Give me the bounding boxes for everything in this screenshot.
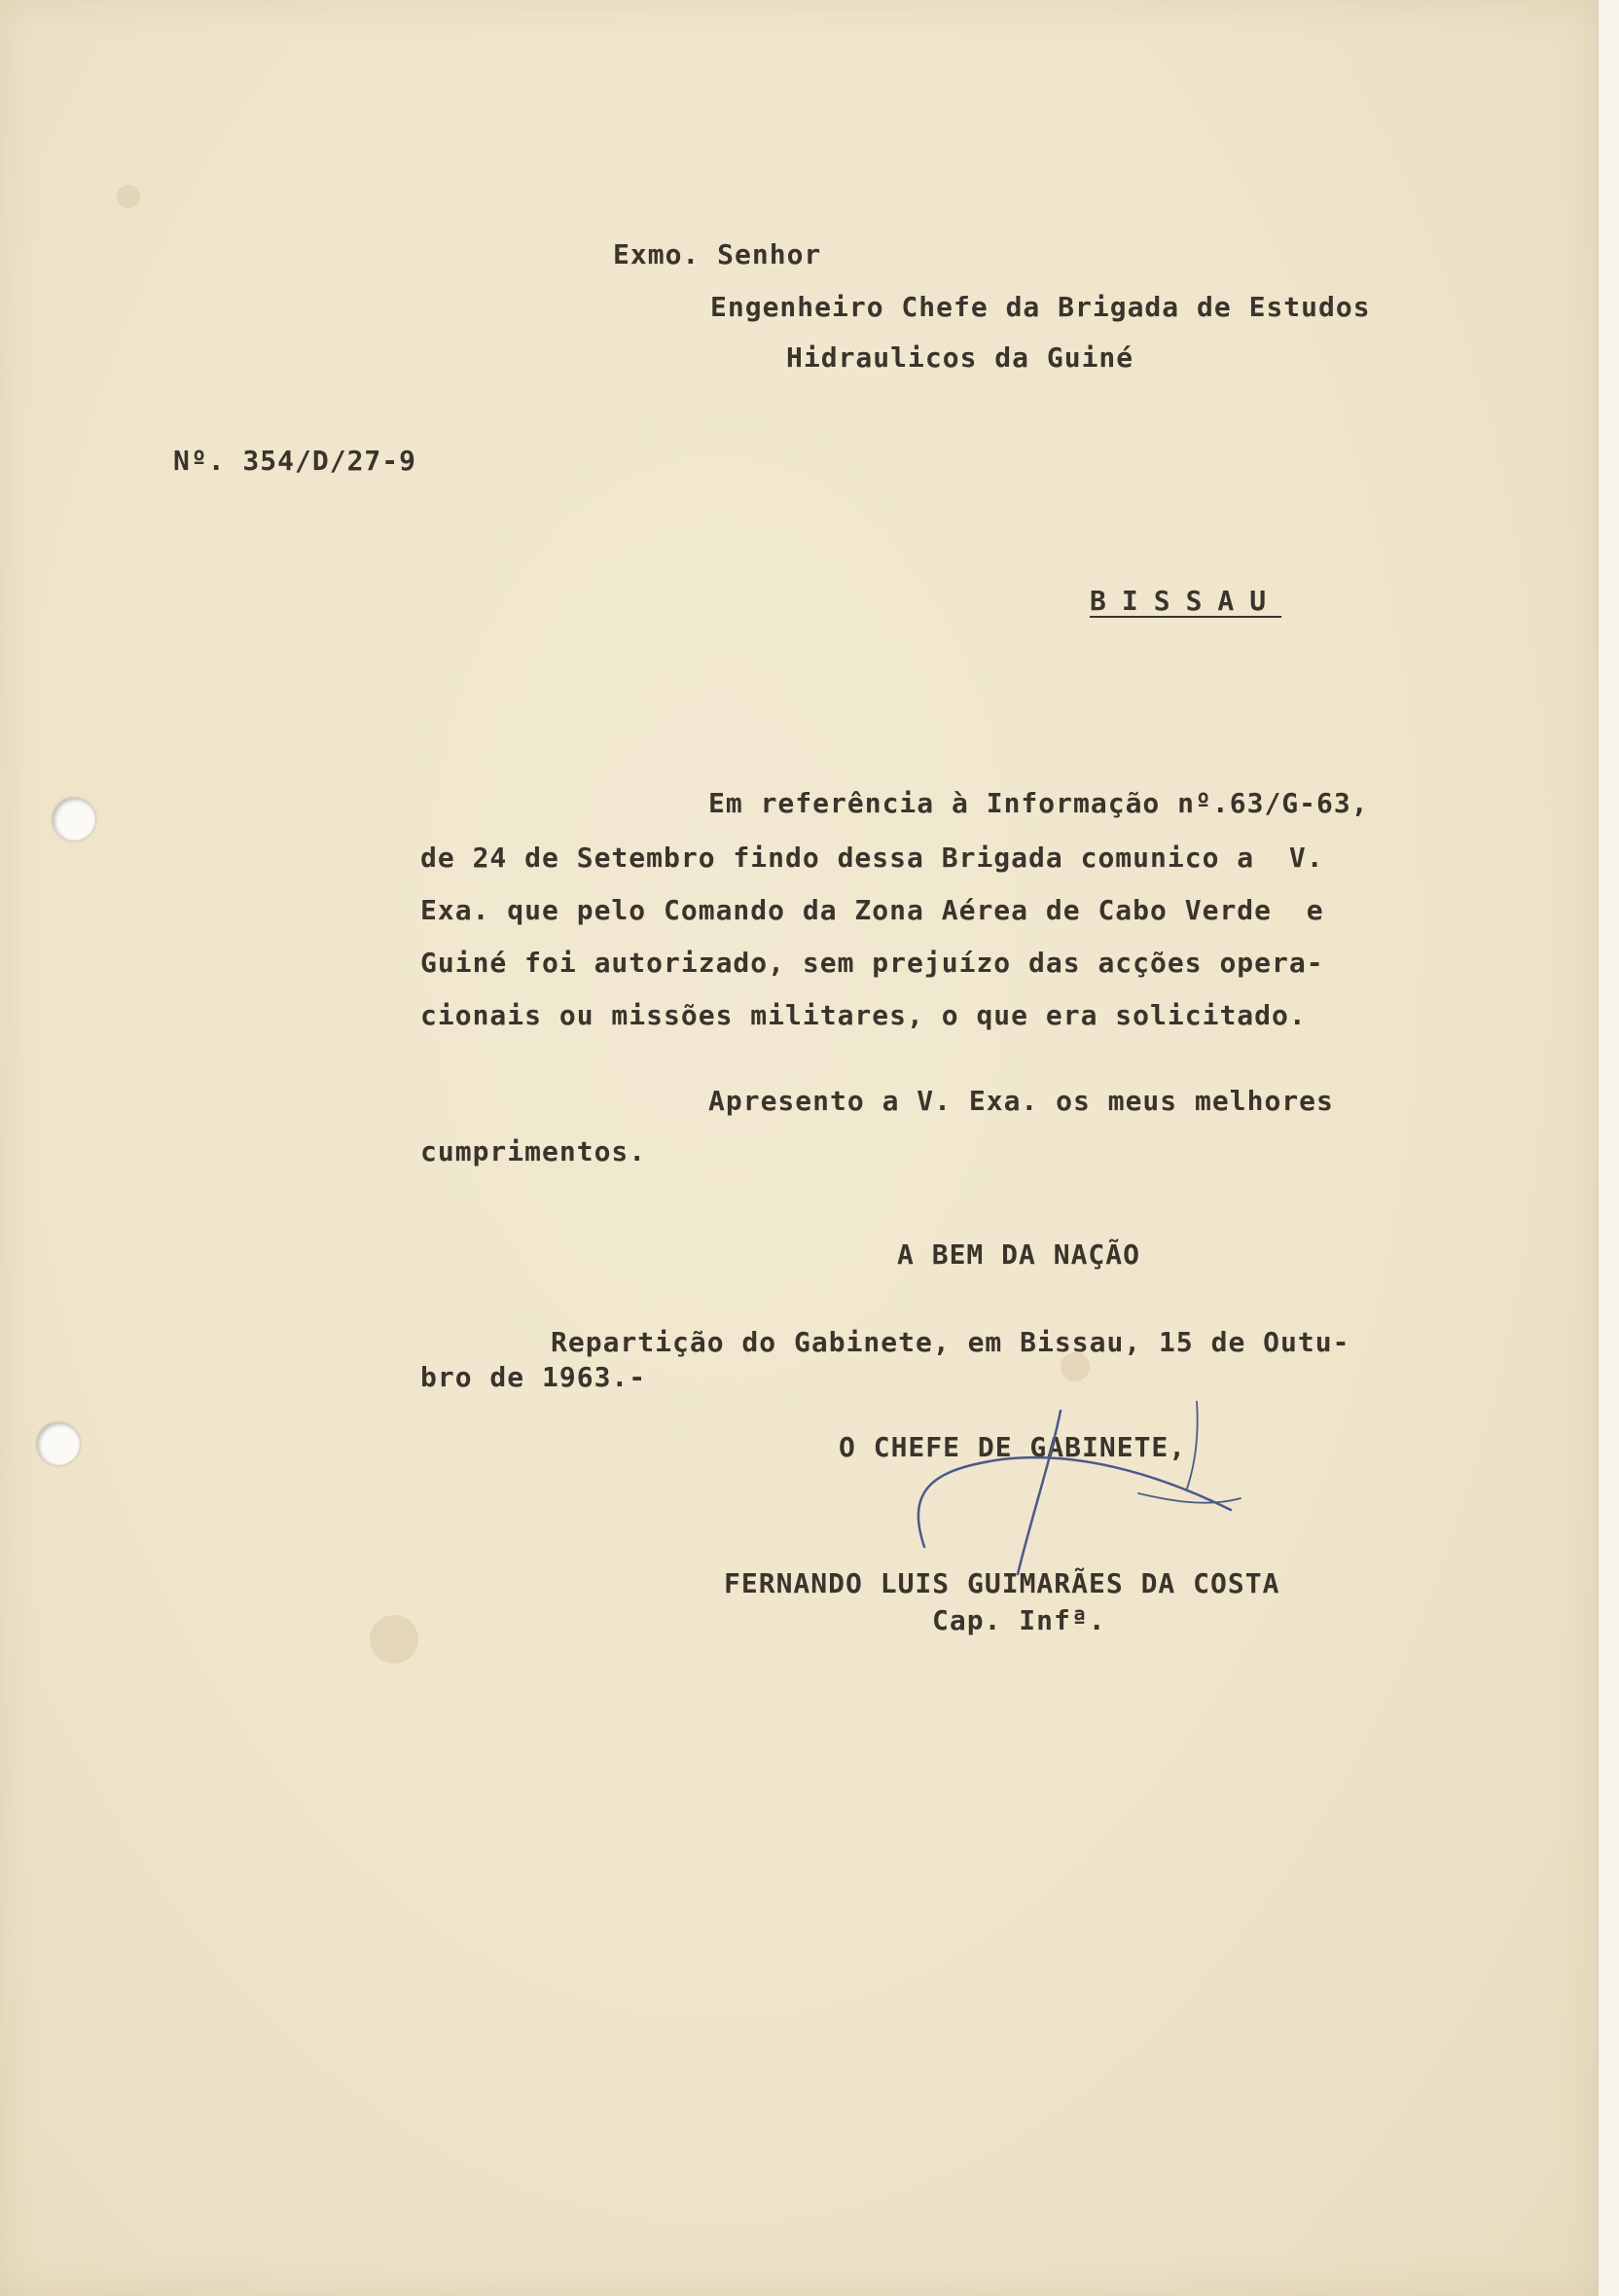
body-line-4: Guiné foi autorizado, sem prejuízo das acções opera- [420, 947, 1324, 979]
paper-stain [117, 185, 140, 208]
addressee-line-2: Hidraulicos da Guiné [786, 341, 1134, 374]
body-line-3: Exa. que pelo Comando da Zona Aérea de Cabo Verde e [420, 894, 1324, 926]
signatory-rank: Cap. Infª. [932, 1604, 1106, 1636]
scan-margin [1598, 0, 1619, 2296]
salutation: Exmo. Senhor [613, 238, 822, 270]
place-date-line-1: Repartição do Gabinete, em Bissau, 15 de Outu- [551, 1326, 1350, 1358]
body-line-2: de 24 de Setembro findo dessa Brigada comunico a V. [420, 842, 1324, 874]
place-date-line-2: bro de 1963.- [420, 1361, 647, 1393]
handwritten-signature [895, 1401, 1245, 1586]
body-line-1: Em referência à Informação nº.63/G-63, [708, 787, 1369, 819]
punch-hole-top [53, 798, 95, 841]
punch-hole-bottom [37, 1422, 80, 1465]
motto: A BEM DA NAÇÃO [897, 1238, 1141, 1271]
signatory-name: FERNANDO LUIS GUIMARÃES DA COSTA [724, 1567, 1280, 1599]
destination-city: BISSAU [1090, 585, 1282, 617]
signatory-title: O CHEFE DE GABINETE, [839, 1431, 1187, 1463]
closing-line-1: Apresento a V. Exa. os meus melhores [708, 1085, 1334, 1117]
reference-number: Nº. 354/D/27-9 [173, 445, 417, 477]
closing-line-2: cumprimentos. [420, 1135, 647, 1167]
body-line-5: cionais ou missões militares, o que era solicitado. [420, 999, 1307, 1031]
paper-stain [370, 1615, 418, 1664]
addressee-line-1: Engenheiro Chefe da Brigada de Estudos [710, 291, 1371, 323]
